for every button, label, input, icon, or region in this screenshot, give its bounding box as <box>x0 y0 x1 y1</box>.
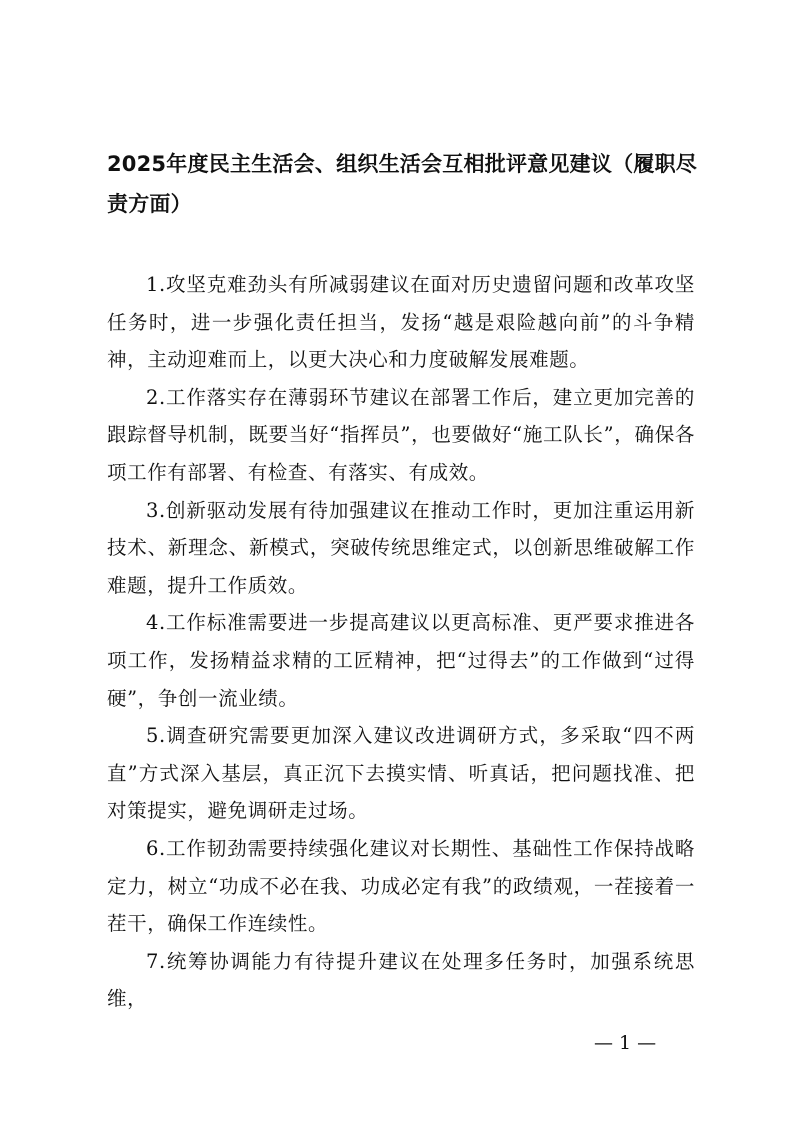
paragraph-2: 2.工作落实存在薄弱环节建议在部署工作后，建立更加完善的跟踪督导机制，既要当好“指挥员”，也要做好“施工队长”，确保各项工作有部署、有检查、有落实、有成效。 <box>107 385 695 484</box>
paragraph-6: 6.工作韧劲需要持续强化建议对长期性、基础性工作保持战略定力，树立“功成不必在我、功成必定有我”的政绩观，一茬接着一茬干，确保工作连续性。 <box>107 836 695 936</box>
page-number: — 1 — <box>594 1032 657 1054</box>
paragraph-1: 1.攻坚克难劲头有所减弱建议在面对历史遗留问题和改革攻坚任务时，进一步强化责任担当，发扬“越是艰险越向前”的斗争精神，主动迎难而上，以更大决心和力度破解发展难题。 <box>107 273 695 372</box>
document-title: 2025年度民主生活会、组织生活会互相批评意见建议（履职尽责方面） <box>107 152 697 216</box>
paragraph-4: 4.工作标准需要进一步提高建议以更高标准、更严要求推进各项工作，发扬精益求精的工匠精神，把“过得去”的工作做到“过得硬”，争创一流业绩。 <box>107 611 695 710</box>
document-body <box>107 266 695 1018</box>
paragraph-3: 3.创新驱动发展有待加强建议在推动工作时，更加注重运用新技术、新理念、新模式，突破传统思维定式，以创新思维破解工作难题，提升工作质效。 <box>107 498 695 597</box>
paragraph-7: 7.统筹协调能力有待提升建议在处理多任务时，加强系统思维， <box>107 949 695 1011</box>
paragraph-5: 5.调查研究需要更加深入建议改进调研方式，多采取“四不两直”方式深入基层，真正沉下去摸实情、听真话，把问题找准、把对策提实，避免调研走过场。 <box>107 724 695 823</box>
